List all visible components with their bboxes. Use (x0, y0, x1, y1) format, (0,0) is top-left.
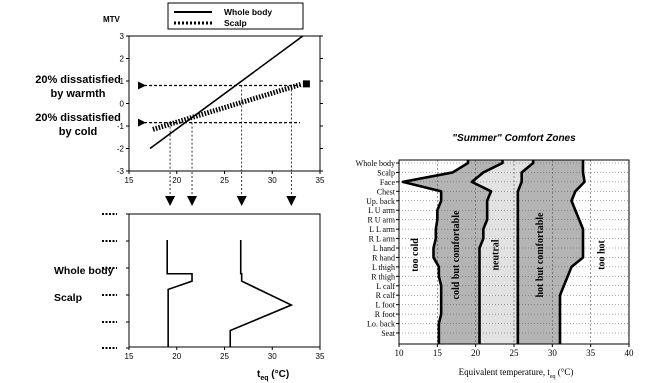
comfort-category-label: L L arm (369, 225, 395, 235)
comfort-category-label: L foot (375, 300, 395, 310)
mtv-x-tick-label: 15 (124, 176, 134, 185)
mtv-series (150, 36, 310, 149)
mtv-x-tick-label: 20 (172, 176, 182, 185)
comfort-category-label: R thigh (371, 272, 395, 282)
comfort-category-label: R foot (374, 310, 395, 320)
row-label-whole-body-visible: Whole body (54, 265, 114, 277)
zone-label: hot but comfortable (535, 212, 547, 298)
threshold-ticks (102, 214, 325, 361)
zone-label: too hot (596, 240, 608, 270)
comfort-category-label: L calf (376, 281, 395, 291)
comfort-x-axis-label: Equivalent temperature, $t_{eq}$ (°C) (458, 367, 574, 380)
mtv-y-tick-label: 1 (119, 77, 124, 86)
annotation-arrows (138, 82, 146, 127)
comfort-x-tick-label: 15 (432, 348, 442, 358)
mtv-x-tick-label: 30 (267, 176, 277, 185)
comfort-x-tick-label: 20 (471, 348, 481, 358)
annotation-warmth-line2: by warmth (50, 88, 106, 100)
threshold-series-upper-limit (230, 240, 291, 347)
threshold-plot-frame (129, 214, 320, 347)
row-label-scalp: Scalp (54, 292, 83, 304)
annotation-arrow (138, 82, 146, 90)
mtv-y-tick-label: -2 (116, 144, 124, 154)
threshold-panel (54, 214, 351, 382)
annotation-arrow (138, 119, 146, 127)
threshold-x-tick-label: 35 (315, 352, 325, 361)
zone-label: neutral (490, 239, 502, 271)
comfort-x-tick-label: 10 (394, 348, 404, 358)
mtv-legend (168, 3, 303, 29)
zone-label: too cold (410, 238, 422, 272)
comfort-category-label: R hand (372, 253, 395, 263)
annotation-cold-line1: 20% dissatisfied (35, 112, 121, 124)
mtv-ticks (117, 32, 325, 185)
mtv-y-tick-label: 0 (119, 99, 124, 109)
threshold-series (167, 240, 291, 347)
mtv-reference-lines (144, 86, 300, 172)
down-arrow (165, 196, 175, 206)
comfort-category-label: Lo. back (367, 319, 395, 329)
threshold-x-tick-label: 25 (220, 352, 229, 361)
comfort-category-label: Seat (381, 329, 395, 338)
annotation-cold-line2: by cold (58, 126, 98, 138)
comfort-zones-title: "Summer" Comfort Zones (452, 133, 576, 144)
comfort-x-tick-label: 30 (547, 348, 557, 358)
legend-label-scalp: Scalp (224, 18, 247, 28)
comfort-category-label: L thigh (371, 262, 395, 272)
comfort-category-label: R calf (375, 291, 395, 301)
comfort-category-label: L hand (372, 244, 395, 253)
comfort-category-label: Up. back (366, 196, 395, 206)
mtv-axis-label: MTV (103, 15, 120, 24)
mtv-panel (35, 3, 325, 185)
threshold-series-lower-limit (167, 240, 192, 347)
mtv-y-tick-label: -3 (116, 167, 124, 176)
annotation-warmth-line1: 20% dissatisfied (35, 74, 121, 86)
legend-label-whole-body: Whole body (224, 7, 273, 17)
comfort-category-label: Chest (376, 187, 395, 197)
comfort-x-tick-label: 40 (624, 348, 634, 358)
down-arrow (187, 196, 197, 206)
comfort-category-label: Whole body (355, 159, 395, 168)
mtv-y-tick-label: 3 (119, 32, 124, 41)
comfort-x-tick-label: 35 (586, 348, 596, 358)
mtv-y-tick-label: -1 (116, 122, 124, 131)
mtv-x-tick-label: 25 (220, 176, 229, 185)
threshold-x-tick-label: 20 (172, 352, 182, 361)
mtv-y-tick-label: 2 (119, 54, 124, 64)
mtv-x-tick-label: 35 (315, 176, 325, 185)
down-arrow (237, 196, 247, 206)
comfort-zones-panel (356, 133, 634, 380)
threshold-x-tick-label: 30 (267, 352, 277, 361)
comfort-x-tick-label: 25 (509, 348, 519, 358)
threshold-x-axis-label: $t_{eq}$ (°C) (257, 369, 290, 382)
zone-fill (518, 160, 585, 344)
comfort-category-label: L U arm (368, 206, 395, 216)
zone-label: cold but comfortable (450, 210, 462, 300)
comfort-category-label: Scalp (377, 168, 395, 178)
down-arrow (286, 196, 296, 206)
comfort-category-label: R L arm (368, 234, 395, 244)
comfort-category-label: R U arm (367, 215, 395, 225)
comfort-category-label: Face (379, 177, 395, 187)
threshold-x-tick-label: 15 (124, 352, 134, 361)
scalp-end-marker (303, 80, 310, 87)
